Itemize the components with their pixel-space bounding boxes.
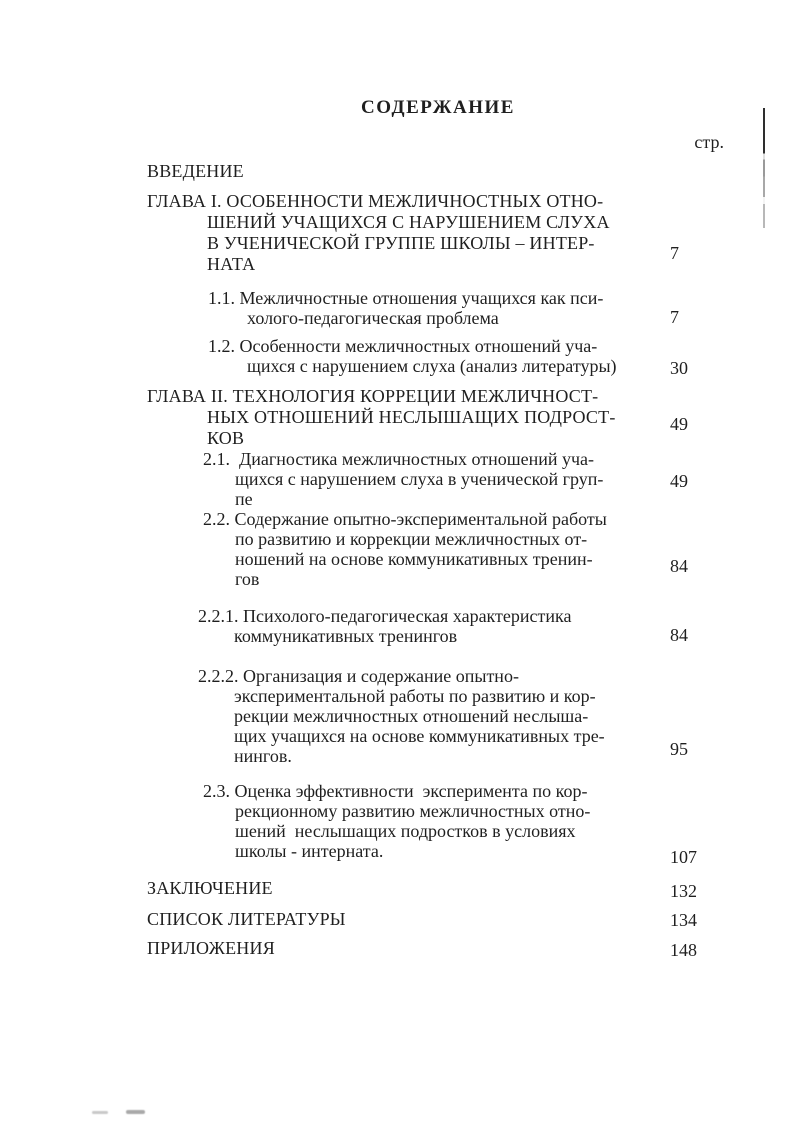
toc-entry <box>147 161 756 182</box>
toc-entry-title <box>147 909 756 930</box>
toc-entry-line: шений неслышащих подростков в условиях <box>235 821 576 841</box>
toc-entry-line: СПИСОК ЛИТЕРАТУРЫ <box>147 909 346 929</box>
toc-entry-line: холого-педагогическая проблема <box>247 308 499 328</box>
toc-entry-page-number: 107 <box>670 847 697 867</box>
toc-entry-line: ШЕНИЙ УЧАЩИХСЯ С НАРУШЕНИЕМ СЛУХА <box>207 212 610 232</box>
toc-entry-title <box>147 781 756 861</box>
toc-entry-title <box>147 449 756 509</box>
toc-entry-page-number: 49 <box>670 471 688 491</box>
toc-entry-line: экспериментальной работы по развитию и кор- <box>234 686 596 706</box>
toc-entry-line: по развитию и коррекции межличностных от- <box>235 529 588 549</box>
toc-entry-page-number: 7 <box>670 243 679 263</box>
toc-entry-line: ПРИЛОЖЕНИЯ <box>147 938 275 958</box>
toc-entry-line: НЫХ ОТНОШЕНИЙ НЕСЛЫШАЩИХ ПОДРОСТ- <box>207 407 616 427</box>
scan-smudge-artifact <box>126 1110 145 1114</box>
toc-entry <box>147 606 756 646</box>
toc-entry-line: щихся с нарушением слуха (анализ литературы) <box>247 356 617 376</box>
toc-entry-line: коммуникативных тренингов <box>234 626 458 646</box>
toc-entry-title <box>147 336 756 376</box>
toc-entry-page-number: 7 <box>670 307 679 327</box>
toc-entry-line: ГЛАВА II. ТЕХНОЛОГИЯ КОРРЕЦИИ МЕЖЛИЧНОСТ- <box>147 386 599 406</box>
toc-entry-title <box>147 878 756 899</box>
toc-entry <box>147 191 756 275</box>
toc-entry <box>147 909 756 930</box>
toc-entry-line: 2.2. Содержание опытно-экспериментальной работы <box>203 509 607 529</box>
toc-entry-line: школы - интерната. <box>235 841 384 861</box>
toc-entry-title <box>147 666 756 766</box>
toc-entry-line: КОВ <box>207 428 245 448</box>
page-title: СОДЕРЖАНИЕ <box>361 97 515 118</box>
toc-entry-line: 1.2. Особенности межличностных отношений уча- <box>208 336 598 356</box>
toc-entry-line: ВВЕДЕНИЕ <box>147 161 244 181</box>
page-column-label: стр. <box>694 132 724 152</box>
toc-entry-line: ГЛАВА I. ОСОБЕННОСТИ МЕЖЛИЧНОСТНЫХ ОТНО- <box>147 191 604 211</box>
toc-entry-line: рекции межличностных отношений неслыша- <box>234 706 589 726</box>
toc-entry-page-number: 49 <box>670 414 688 434</box>
toc-entry <box>147 449 756 509</box>
toc-entry <box>147 288 756 328</box>
scanned-document-page <box>0 98 796 1125</box>
toc-entry-line: ношений на основе коммуникативных тренин- <box>235 549 593 569</box>
toc-entry <box>147 386 756 449</box>
toc-entry-page-number: 84 <box>670 625 688 645</box>
toc-entry-line: рекционному развитию межличностных отно- <box>235 801 591 821</box>
toc-entry <box>147 666 756 766</box>
toc-entry-line: 2.3. Оценка эффективности эксперимента по кор- <box>203 781 588 801</box>
toc-entry-page-number: 95 <box>670 739 688 759</box>
toc-entry-title <box>147 161 756 182</box>
toc-entry-line: ЗАКЛЮЧЕНИЕ <box>147 878 273 898</box>
toc-entry-line: 2.2.1. Психолого-педагогическая характеристика <box>198 606 572 626</box>
toc-entry-line: 2.2.2. Организация и содержание опытно- <box>198 666 519 686</box>
toc-entry-line: НАТА <box>207 254 256 274</box>
toc-entry-line: 2.1. Диагностика межличностных отношений уча- <box>203 449 595 469</box>
toc-entry-page-number: 30 <box>670 358 688 378</box>
toc-entry <box>147 509 756 589</box>
toc-entry-title <box>147 509 756 589</box>
toc-entry-title <box>147 288 756 328</box>
toc-entry-line: 1.1. Межличностные отношения учащихся как пси- <box>208 288 604 308</box>
toc-entry-title <box>147 386 756 449</box>
scan-line-artifact <box>763 108 765 228</box>
toc-entry-page-number: 148 <box>670 940 697 960</box>
toc-entry <box>147 781 756 867</box>
toc-entry-title <box>147 191 756 275</box>
toc-entry-line: нингов. <box>234 746 292 766</box>
toc-entry-page-number: 132 <box>670 881 697 901</box>
toc-entry <box>147 878 756 899</box>
toc-entry-line: пе <box>235 489 253 509</box>
scan-smudge-artifact <box>92 1111 108 1114</box>
toc-entry-line: гов <box>235 569 260 589</box>
toc-entry <box>147 336 756 376</box>
toc-entry-page-number: 134 <box>670 910 697 930</box>
page-column-label-row <box>0 133 796 152</box>
toc-list <box>0 161 796 959</box>
toc-entry-title <box>147 606 756 646</box>
toc-entry-page-number: 84 <box>670 556 688 576</box>
toc-entry-line: щихся с нарушением слуха в ученической груп- <box>235 469 604 489</box>
toc-entry <box>147 938 756 959</box>
toc-entry-line: щих учащихся на основе коммуникативных тре- <box>234 726 605 746</box>
toc-entry-line: В УЧЕНИЧЕСКОЙ ГРУППЕ ШКОЛЫ – ИНТЕР- <box>207 233 595 253</box>
toc-entry-title <box>147 938 756 959</box>
